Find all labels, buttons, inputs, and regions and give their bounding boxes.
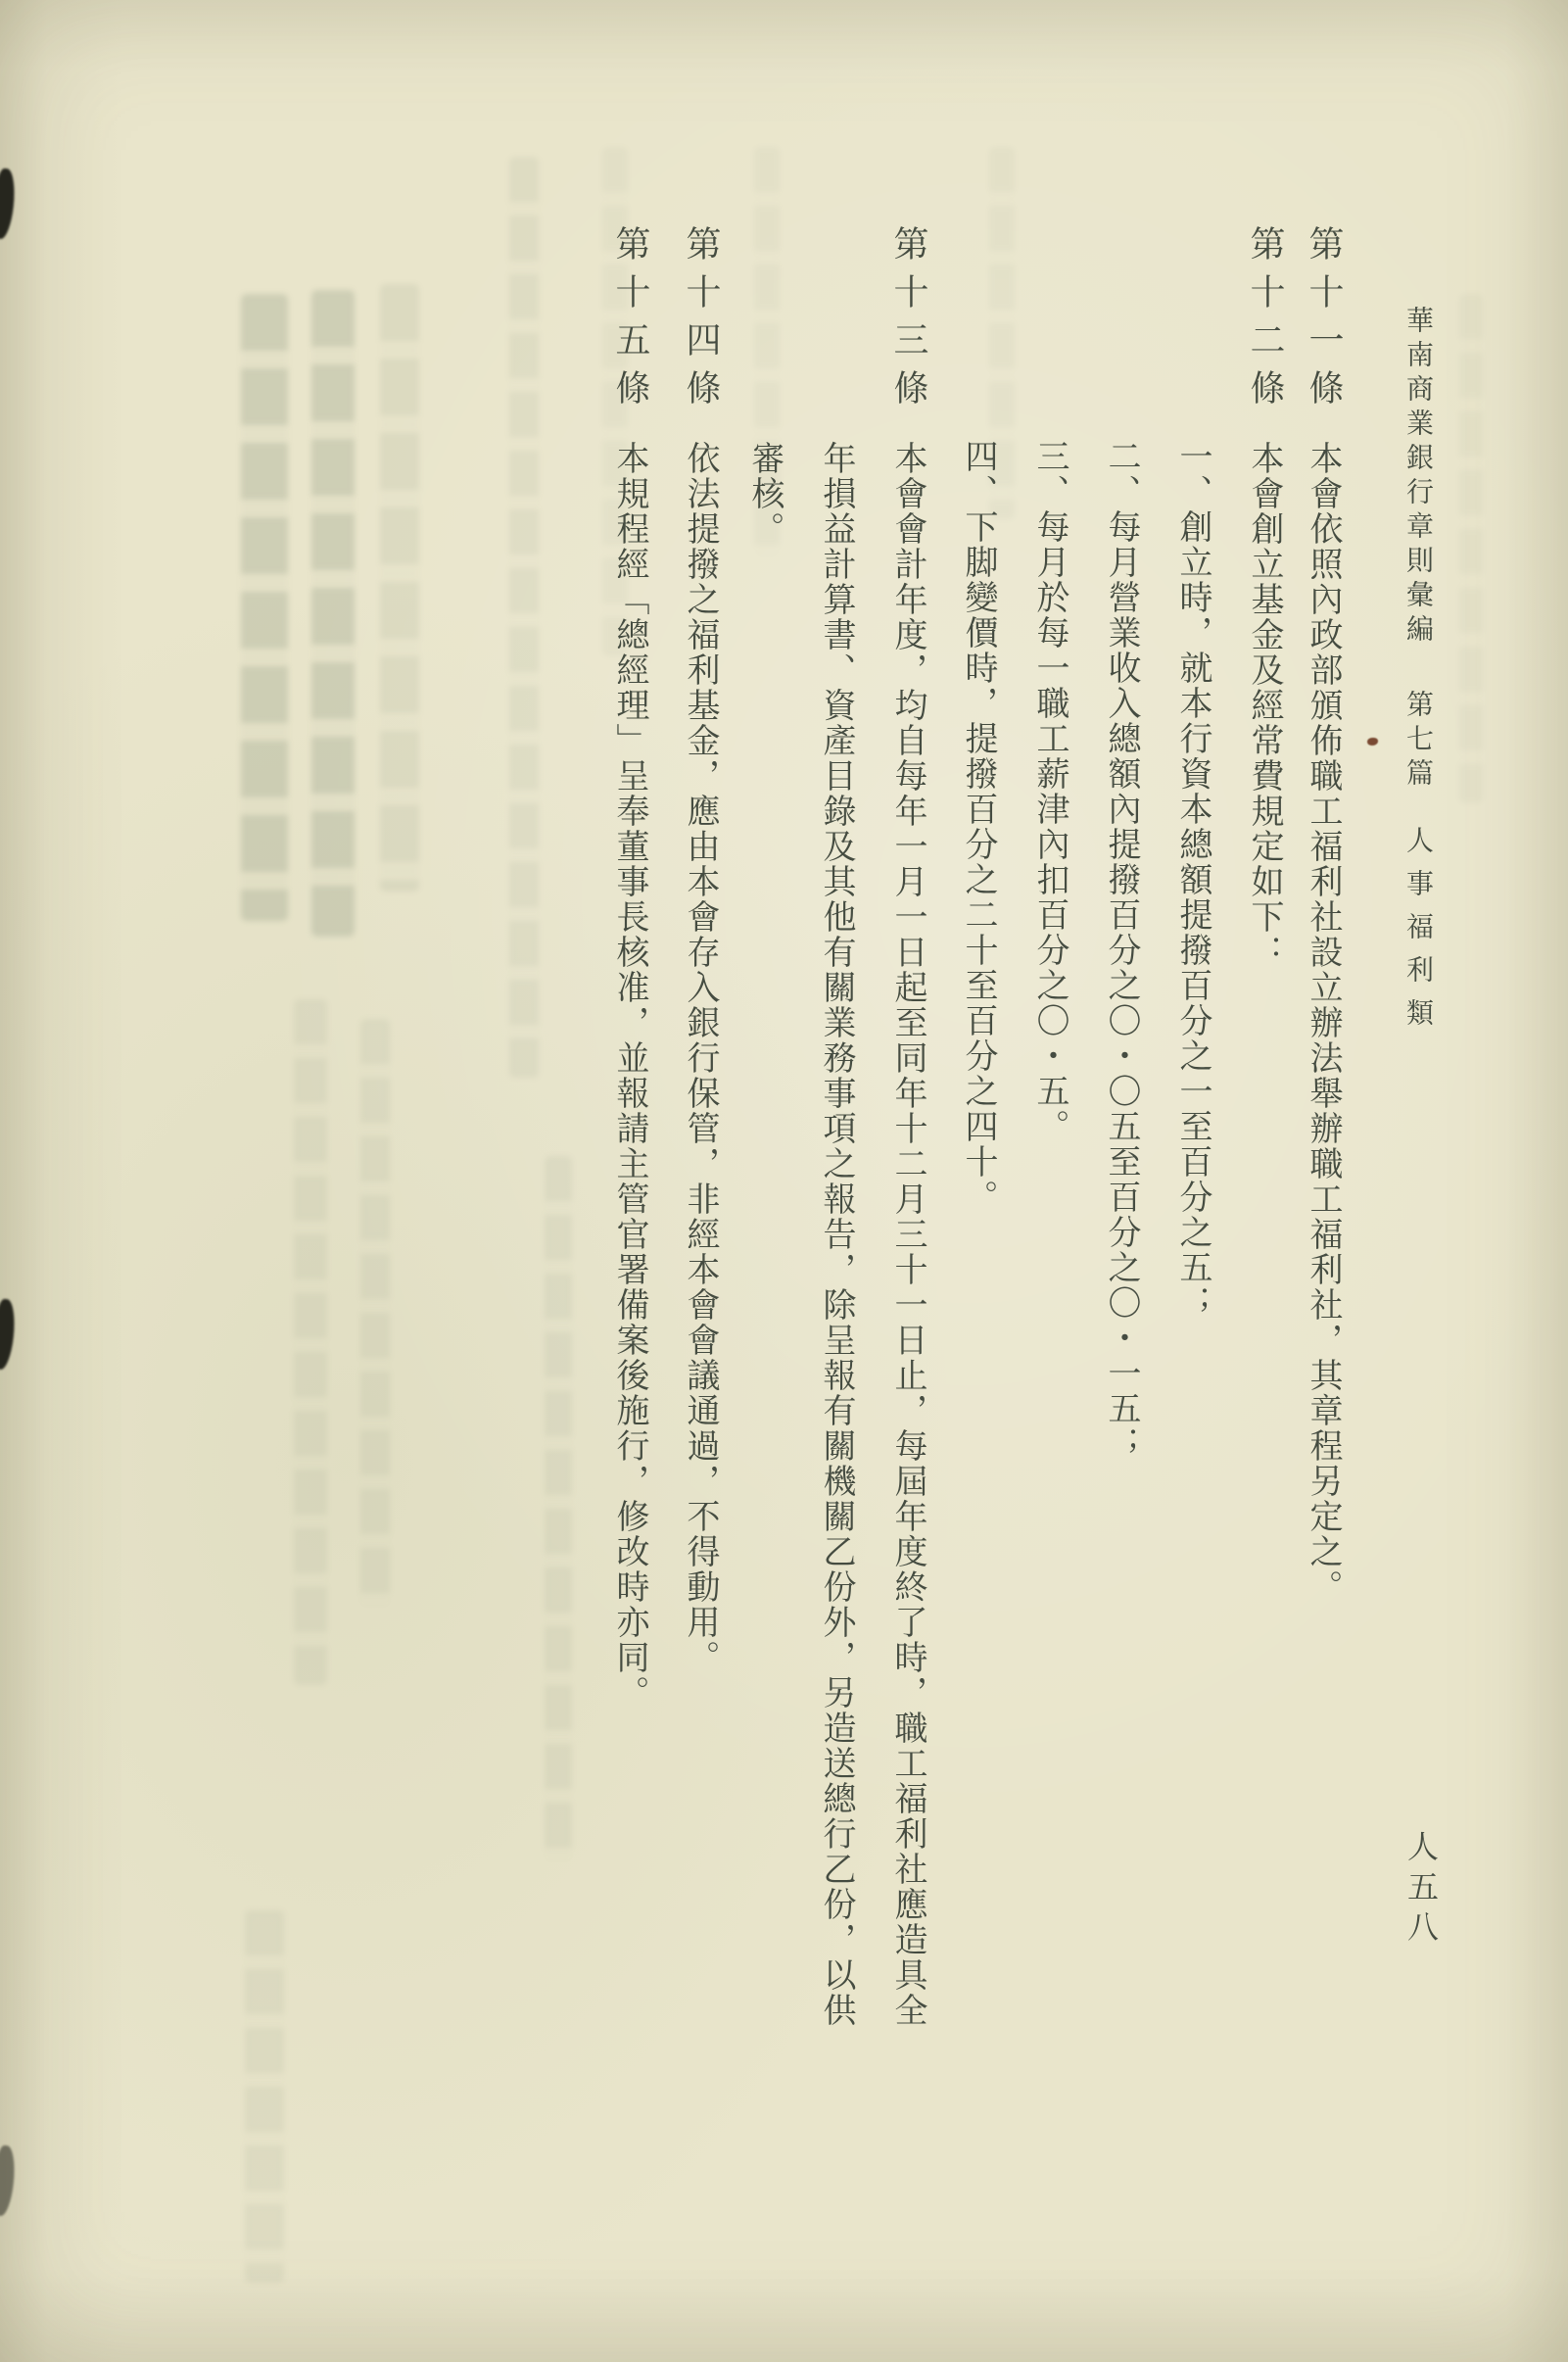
article-11-text: 本會依照內政部頒佈職工福利社設立辦法舉辦職工福利社，其章程另定之。	[1304, 441, 1343, 1605]
article-13	[729, 225, 944, 2040]
binding-mark	[0, 2145, 18, 2217]
article-15	[610, 225, 666, 2040]
article-12-item-2: 二、每月營業收入總額內提撥百分之〇・〇五至百分之〇・一五；	[1102, 439, 1141, 1462]
bleed-through-smudge	[245, 1910, 284, 2283]
bleed-through-smudge	[509, 157, 539, 1078]
article-15-text: 本規程經「總經理」呈奉董事長核准，並報請主管官署備案後施行，修改時亦同。	[610, 441, 649, 1711]
article-line	[729, 225, 944, 2040]
bleed-through-smudge	[1459, 294, 1483, 803]
article-15-label: 第十五條	[610, 225, 650, 417]
article-12-item-4: 四、下脚變價時，提撥百分之二十至百分之四十。	[959, 439, 998, 1215]
paper-speck	[1367, 738, 1378, 746]
article-14	[681, 225, 736, 2040]
part-title: 第七篇	[1402, 690, 1435, 793]
book-title: 華南商業銀行章則彙編	[1402, 306, 1435, 649]
category-title: 人事福利類	[1402, 826, 1435, 1041]
bleed-through-smudge	[360, 1019, 390, 1607]
bleed-through-smudge	[294, 999, 327, 1685]
article-14-text: 依法提撥之福利基金，應由本會存入銀行保管，非經本會會議通過，不得動用。	[681, 441, 720, 1675]
bleed-through-smudge	[545, 1156, 572, 1861]
article-11-label: 第十一條	[1304, 225, 1344, 417]
article-12-item-3: 三、每月於每一職工薪津內扣百分之〇・五。	[1030, 439, 1069, 1144]
page-header	[1383, 306, 1454, 1383]
page-number: 人五八	[1402, 1830, 1440, 1951]
binding-mark	[0, 1298, 18, 1371]
article-12-item-1: 一、創立時，就本行資本總額提撥百分之一至百分之五；	[1173, 439, 1212, 1321]
bleed-through-smudge	[241, 294, 288, 921]
bleed-through-smudge	[311, 290, 355, 937]
article-14-label: 第十四條	[681, 225, 721, 417]
article-line	[594, 225, 666, 2040]
article-12	[942, 225, 1301, 2040]
article-13-text: 本會會計年度，均自每年一月一日起至同年十二月三十一日止，每屆年度終了時，職工福利社應造具全年損益計算書、資產目錄及其他有關業務事項之報告，除呈報有關機關乙份外，另造送總行乙份，以供審核。	[745, 441, 927, 2028]
article-line	[664, 225, 736, 2040]
article-13-label: 第十三條	[888, 225, 928, 417]
bleed-through-smudge	[380, 284, 419, 892]
article-12-label: 第十二條	[1245, 225, 1285, 417]
article-12-text: 本會創立基金及經常費規定如下：	[1245, 441, 1284, 970]
binding-mark	[0, 168, 18, 240]
article-line	[1228, 225, 1301, 2040]
article-11	[1304, 225, 1359, 2040]
